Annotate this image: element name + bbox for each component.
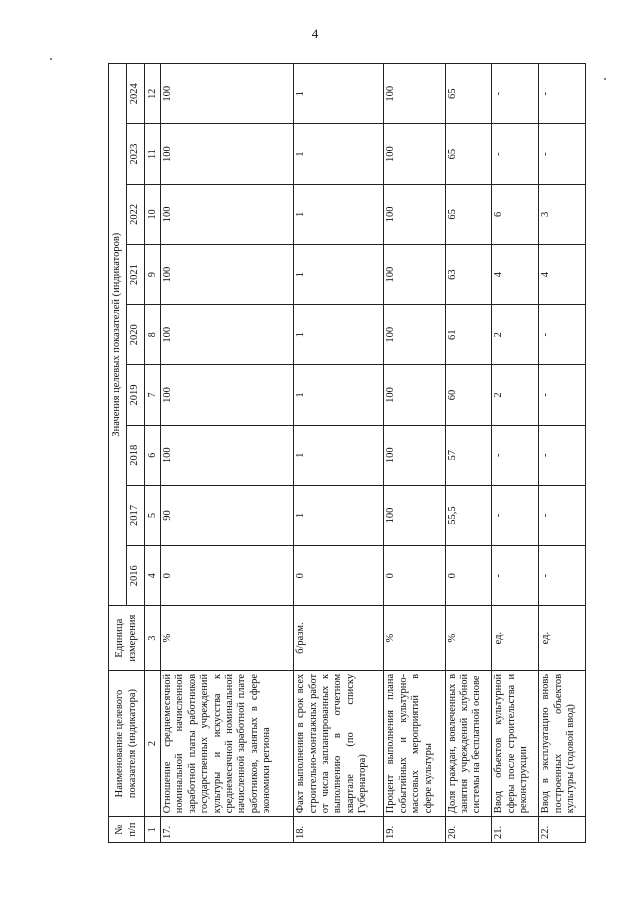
- value-cell: 100: [161, 64, 294, 124]
- value-cell: 2: [492, 305, 539, 365]
- value-cell: -: [492, 124, 539, 184]
- value-cell: 100: [384, 425, 445, 485]
- value-cell: 0: [294, 546, 384, 606]
- header-year-2017: 2017: [127, 485, 145, 545]
- rotated-table-container: [108, 63, 586, 843]
- column-number-6: 6: [145, 425, 161, 485]
- value-cell: 100: [384, 305, 445, 365]
- value-cell: -: [492, 546, 539, 606]
- value-cell: 100: [384, 124, 445, 184]
- value-cell: 1: [294, 425, 384, 485]
- value-cell: 100: [161, 184, 294, 244]
- value-cell: 0: [384, 546, 445, 606]
- value-cell: 100: [161, 365, 294, 425]
- indicator-name: Ввод объектов культурной сферы после строительства и реконструкции: [492, 670, 539, 816]
- row-number: 19.: [384, 817, 445, 843]
- value-cell: 0: [161, 546, 294, 606]
- value-cell: 1: [294, 365, 384, 425]
- column-number-11: 11: [145, 124, 161, 184]
- value-cell: 60: [445, 365, 492, 425]
- value-cell: 65: [445, 184, 492, 244]
- header-indicator-name: Наименование целевого показателя (индикатора): [109, 670, 145, 816]
- page-number: 4: [311, 26, 319, 41]
- value-cell: 1: [294, 124, 384, 184]
- value-cell: -: [539, 124, 586, 184]
- header-unit: Единица измерения: [109, 606, 145, 671]
- value-cell: 55,5: [445, 485, 492, 545]
- indicator-name: Ввод в эксплуатацию вновь построенных объектов культуры (годовой ввод): [539, 670, 586, 816]
- unit-cell: ед.: [539, 606, 586, 671]
- column-number-1: 1: [145, 817, 161, 843]
- value-cell: 1: [294, 485, 384, 545]
- header-year-2021: 2021: [127, 244, 145, 304]
- value-cell: 100: [161, 425, 294, 485]
- value-cell: -: [539, 546, 586, 606]
- column-number-3: 3: [145, 606, 161, 671]
- column-number-2: 2: [145, 670, 161, 816]
- value-cell: 100: [384, 365, 445, 425]
- value-cell: -: [539, 305, 586, 365]
- value-cell: -: [539, 64, 586, 124]
- value-cell: 100: [161, 305, 294, 365]
- value-cell: -: [539, 365, 586, 425]
- header-year-2018: 2018: [127, 425, 145, 485]
- value-cell: 4: [492, 244, 539, 304]
- value-cell: 6: [492, 184, 539, 244]
- header-values-group: Значения целевых показателей (индикаторов): [109, 64, 127, 606]
- table-row: [161, 64, 294, 843]
- value-cell: -: [492, 425, 539, 485]
- value-cell: 100: [384, 485, 445, 545]
- value-cell: 3: [539, 184, 586, 244]
- unit-cell: %: [161, 606, 294, 671]
- value-cell: 1: [294, 305, 384, 365]
- table-row: [294, 64, 384, 843]
- row-number: 20.: [445, 817, 492, 843]
- header-year-2023: 2023: [127, 124, 145, 184]
- column-number-4: 4: [145, 546, 161, 606]
- unit-cell: б/разм.: [294, 606, 384, 671]
- value-cell: 4: [539, 244, 586, 304]
- row-number: 21.: [492, 817, 539, 843]
- unit-cell: ед.: [492, 606, 539, 671]
- column-number-9: 9: [145, 244, 161, 304]
- scan-speck: [604, 78, 606, 80]
- value-cell: -: [492, 485, 539, 545]
- column-number-12: 12: [145, 64, 161, 124]
- indicator-name: Отношение среднемесячной номинальной начисленной заработной платы работников государственных учреждений культуры и искусства к среднемесячной номинальной начисленной заработной плате работников, занятых в сфере экономики региона: [161, 670, 294, 816]
- header-year-2019: 2019: [127, 365, 145, 425]
- value-cell: 65: [445, 64, 492, 124]
- scan-speck: [50, 58, 52, 60]
- value-cell: -: [539, 425, 586, 485]
- unit-cell: %: [384, 606, 445, 671]
- value-cell: 63: [445, 244, 492, 304]
- header-number: № п/п: [109, 817, 145, 843]
- column-number-7: 7: [145, 365, 161, 425]
- header-year-2024: 2024: [127, 64, 145, 124]
- indicator-name: Процент выполнения плана событийных и культурно-массовых мероприятий в сфере культуры: [384, 670, 445, 816]
- value-cell: 90: [161, 485, 294, 545]
- value-cell: 2: [492, 365, 539, 425]
- value-cell: 65: [445, 124, 492, 184]
- value-cell: 100: [384, 184, 445, 244]
- value-cell: 0: [445, 546, 492, 606]
- value-cell: 100: [384, 244, 445, 304]
- value-cell: 1: [294, 64, 384, 124]
- value-cell: -: [492, 64, 539, 124]
- indicator-name: Факт выполнения в срок всех строительно-монтажных работ от числа запланированных к выполнению в отчетном квартале (по списку Губернатора): [294, 670, 384, 816]
- row-number: 17.: [161, 817, 294, 843]
- value-cell: -: [539, 485, 586, 545]
- row-number: 22.: [539, 817, 586, 843]
- value-cell: 61: [445, 305, 492, 365]
- table-row: [539, 64, 586, 843]
- value-cell: 100: [161, 244, 294, 304]
- column-number-5: 5: [145, 485, 161, 545]
- indicator-name: Доля граждан, вовлеченных в занятия учреждений клубной системы на бесплатной основе: [445, 670, 492, 816]
- table-row: [492, 64, 539, 843]
- table-row: [445, 64, 492, 843]
- header-year-2016: 2016: [127, 546, 145, 606]
- column-number-10: 10: [145, 184, 161, 244]
- table-row: [384, 64, 445, 843]
- header-year-2022: 2022: [127, 184, 145, 244]
- value-cell: 1: [294, 184, 384, 244]
- column-number-8: 8: [145, 305, 161, 365]
- value-cell: 100: [384, 64, 445, 124]
- row-number: 18.: [294, 817, 384, 843]
- value-cell: 1: [294, 244, 384, 304]
- value-cell: 57: [445, 425, 492, 485]
- header-year-2020: 2020: [127, 305, 145, 365]
- indicators-table: [108, 63, 586, 843]
- value-cell: 100: [161, 124, 294, 184]
- unit-cell: %: [445, 606, 492, 671]
